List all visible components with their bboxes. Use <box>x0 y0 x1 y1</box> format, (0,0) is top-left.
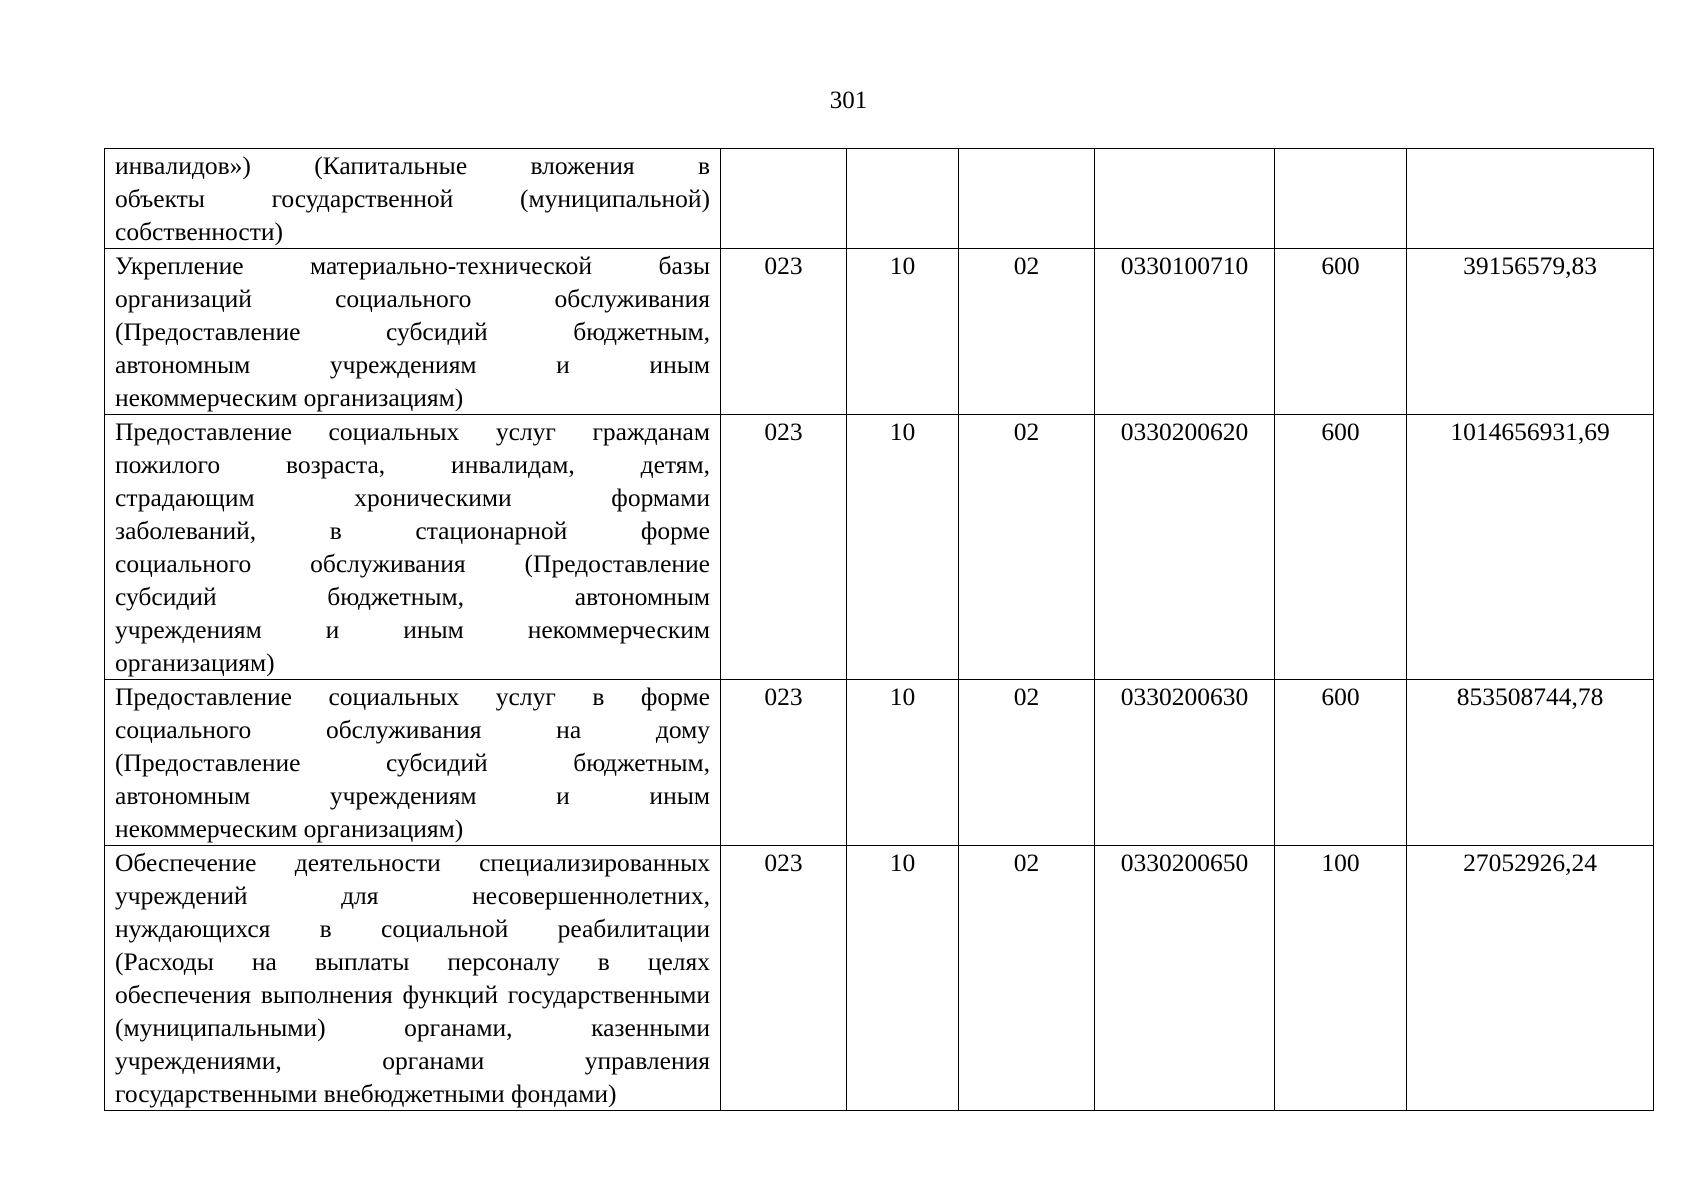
table-row <box>105 846 1654 1111</box>
target-article-cell: 0330200650 <box>1095 846 1275 1111</box>
expense-type-cell: 100 <box>1275 846 1407 1111</box>
subsection-code-cell <box>959 149 1095 249</box>
description-line: организациям) <box>115 648 275 677</box>
target-article-cell <box>1095 149 1275 249</box>
table-row <box>105 149 1654 249</box>
table-row <box>105 680 1654 846</box>
description-line: государственными внебюджетными фондами) <box>115 1079 617 1108</box>
target-article-cell: 0330200620 <box>1095 415 1275 680</box>
description-line: (Предоставление субсидий бюджетным, <box>115 317 710 346</box>
budget-table <box>104 148 1654 1111</box>
description-line: инвалидов») (Капитальные вложения в <box>115 151 710 180</box>
expense-type-cell <box>1275 149 1407 249</box>
description-line: обеспечения выполнения функций государственными <box>115 980 710 1009</box>
section-code-cell <box>847 149 959 249</box>
description-line: Предоставление социальных услуг в форме <box>115 682 710 711</box>
table-row <box>105 415 1654 680</box>
section-code-cell: 10 <box>847 415 959 680</box>
ministry-code-cell: 023 <box>721 846 847 1111</box>
table-body <box>105 149 1654 1111</box>
description-line: Обеспечение деятельности специализированных <box>115 848 710 877</box>
amount-cell: 27052926,24 <box>1407 846 1654 1111</box>
description-line: нуждающихся в социальной реабилитации <box>115 914 710 943</box>
description-line: объекты государственной (муниципальной) <box>115 184 710 213</box>
subsection-code-cell: 02 <box>959 680 1095 846</box>
expense-type-cell: 600 <box>1275 680 1407 846</box>
description-line: пожилого возраста, инвалидам, детям, <box>115 450 710 479</box>
description-line: автономным учреждениям и иным <box>115 781 710 810</box>
ministry-code-cell: 023 <box>721 680 847 846</box>
amount-cell: 1014656931,69 <box>1407 415 1654 680</box>
row-description <box>105 149 721 249</box>
description-line: (Предоставление субсидий бюджетным, <box>115 748 710 777</box>
description-line: учреждений для несовершеннолетних, <box>115 881 710 910</box>
description-line: субсидий бюджетным, автономным <box>115 582 710 611</box>
description-line: (муниципальными) органами, казенными <box>115 1013 710 1042</box>
target-article-cell: 0330200630 <box>1095 680 1275 846</box>
page-number: 301 <box>829 87 868 114</box>
row-description <box>105 415 721 680</box>
amount-cell <box>1407 149 1654 249</box>
amount-cell: 853508744,78 <box>1407 680 1654 846</box>
subsection-code-cell: 02 <box>959 846 1095 1111</box>
description-line: социального обслуживания на дому <box>115 715 710 744</box>
amount-cell: 39156579,83 <box>1407 249 1654 415</box>
subsection-code-cell: 02 <box>959 249 1095 415</box>
expense-type-cell: 600 <box>1275 249 1407 415</box>
description-line: собственности) <box>115 217 283 246</box>
description-line: учреждениями, органами управления <box>115 1046 710 1075</box>
description-line: Предоставление социальных услуг гражданам <box>115 417 710 446</box>
description-line: социального обслуживания (Предоставление <box>115 549 710 578</box>
description-line: некоммерческим организациям) <box>115 814 464 843</box>
row-description <box>105 846 721 1111</box>
ministry-code-cell <box>721 149 847 249</box>
description-line: некоммерческим организациям) <box>115 383 464 412</box>
section-code-cell: 10 <box>847 846 959 1111</box>
description-line: (Расходы на выплаты персоналу в целях <box>115 947 710 976</box>
description-line: организаций социального обслуживания <box>115 284 710 313</box>
subsection-code-cell: 02 <box>959 415 1095 680</box>
row-description <box>105 249 721 415</box>
row-description <box>105 680 721 846</box>
description-line: заболеваний, в стационарной форме <box>115 516 710 545</box>
section-code-cell: 10 <box>847 680 959 846</box>
description-line: автономным учреждениям и иным <box>115 350 710 379</box>
description-line: учреждениям и иным некоммерческим <box>115 615 710 644</box>
target-article-cell: 0330100710 <box>1095 249 1275 415</box>
table-row <box>105 249 1654 415</box>
ministry-code-cell: 023 <box>721 249 847 415</box>
section-code-cell: 10 <box>847 249 959 415</box>
ministry-code-cell: 023 <box>721 415 847 680</box>
expense-type-cell: 600 <box>1275 415 1407 680</box>
description-line: Укрепление материально-технической базы <box>115 251 710 280</box>
description-line: страдающим хроническими формами <box>115 483 710 512</box>
